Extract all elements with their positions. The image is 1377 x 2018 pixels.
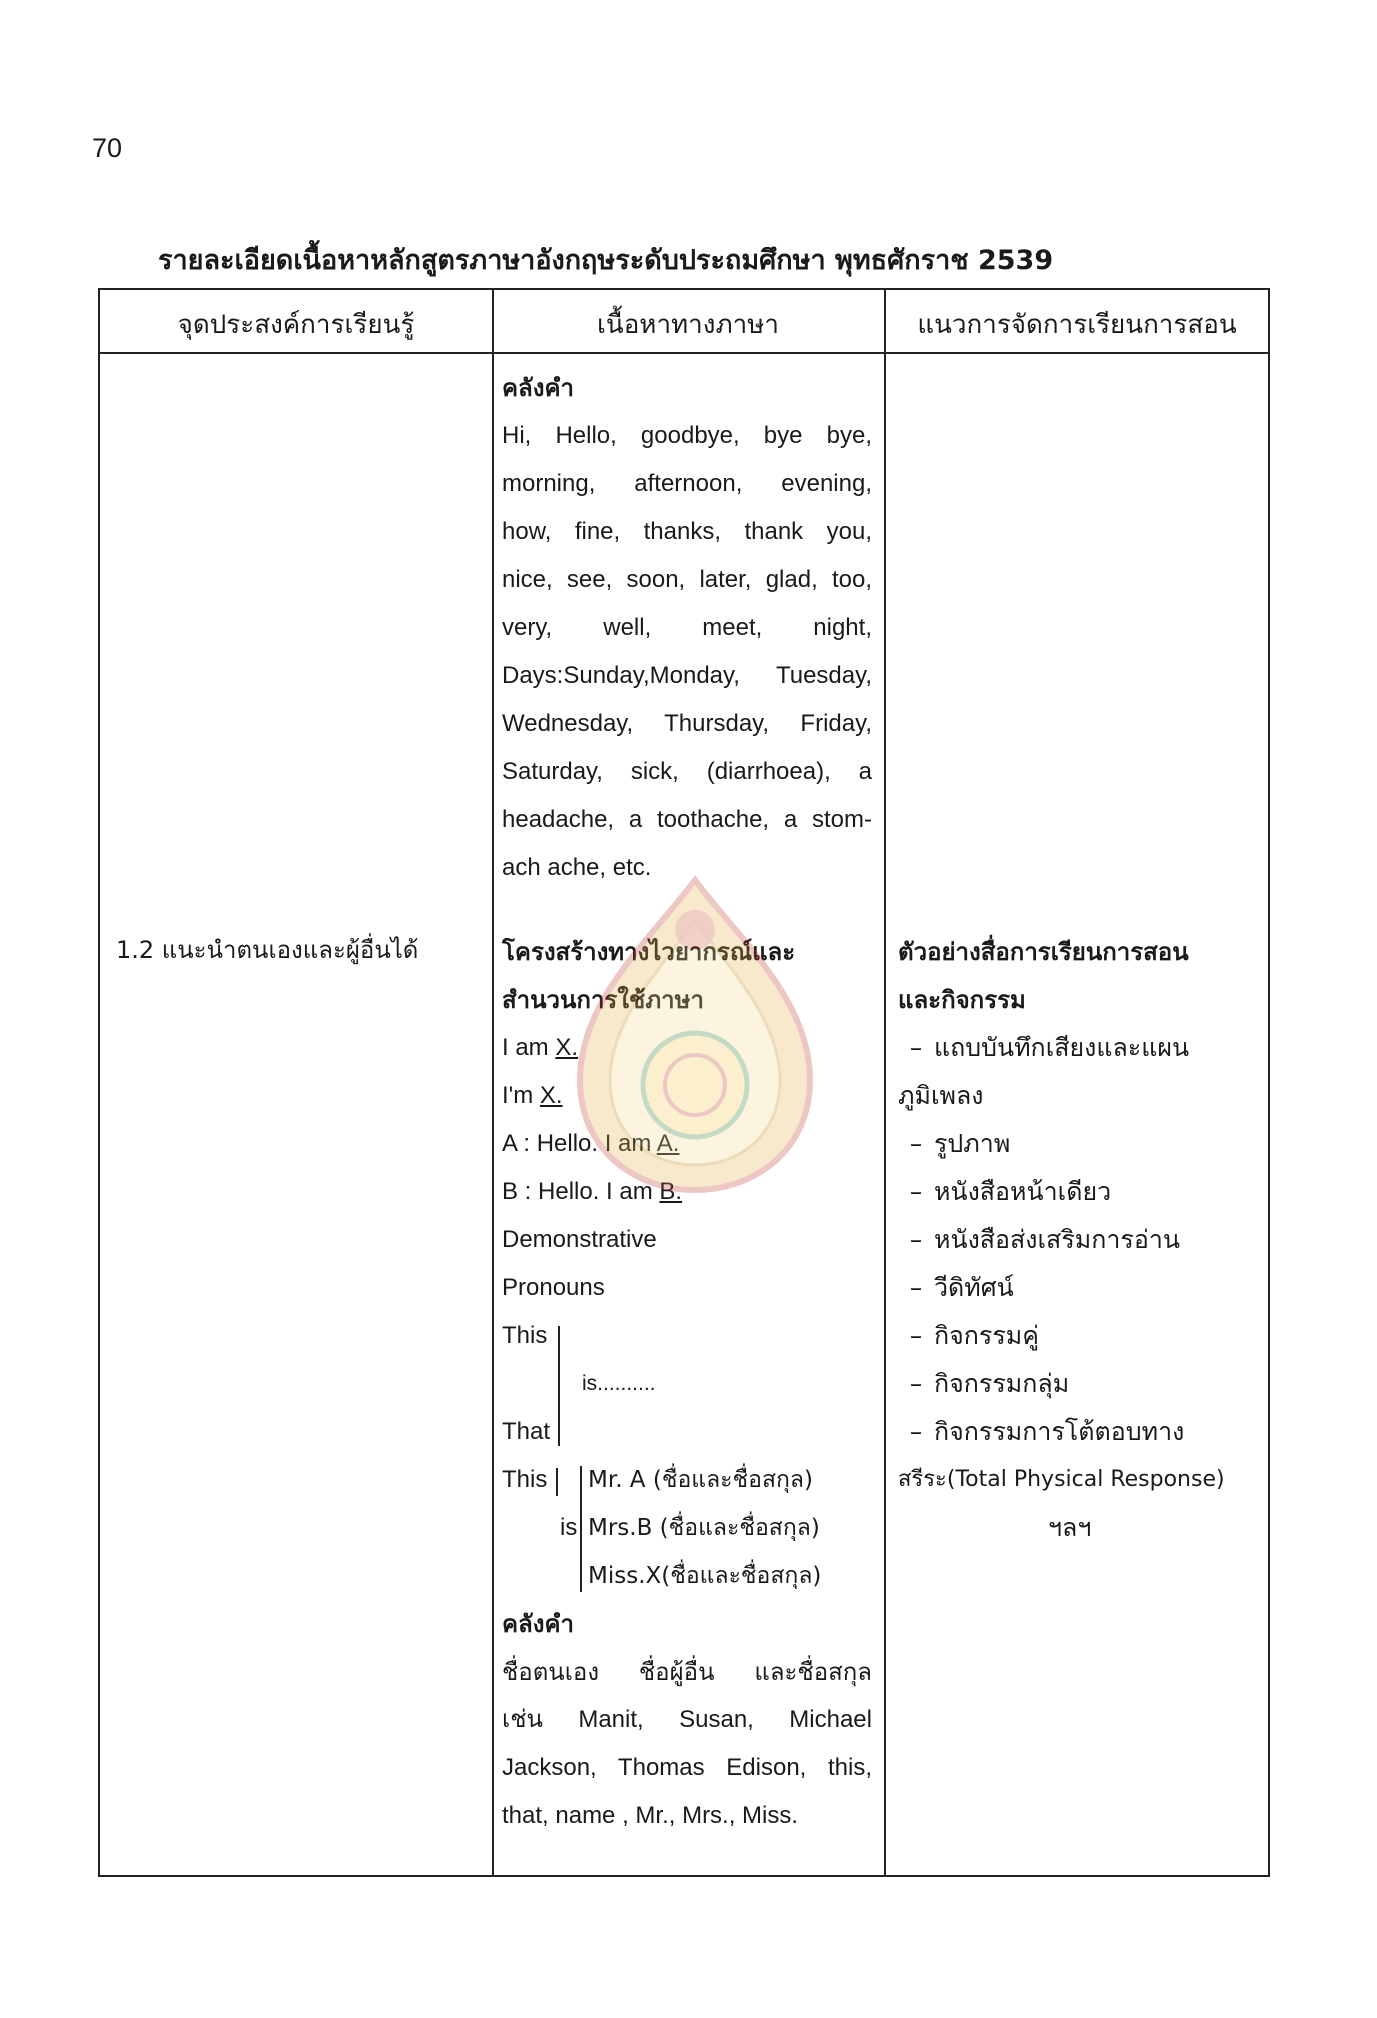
example-i-am-text: I am (502, 1034, 549, 1061)
dash-bullet: – (909, 1225, 923, 1254)
vocab-line: how, fine, thanks, thank you, (502, 518, 872, 545)
vocab-line: Hi, Hello, goodbye, bye bye, (502, 422, 872, 449)
etc-text: ฯลฯ (1048, 1513, 1092, 1542)
is-word: is (560, 1514, 578, 1541)
media-item-text: วีดิทัศน์ (934, 1273, 1014, 1302)
media-item-continued: ภูมิเพลง (898, 1081, 984, 1110)
vocab-line: Wednesday, Thursday, Friday, (502, 710, 872, 737)
column-divider-1 (492, 290, 494, 1875)
dash-bullet: – (909, 1369, 923, 1398)
media-item (898, 1168, 1260, 1216)
media-heading: ตัวอย่างสื่อการเรียนการสอน (898, 938, 1189, 966)
vocab-line-2: that, name , Mr., Mrs., Miss. (502, 1802, 799, 1829)
media-item (898, 1120, 1260, 1168)
demonstrative-label: Demonstrative (502, 1226, 657, 1253)
teaching-approach-column (898, 928, 1260, 1552)
media-item (898, 1312, 1260, 1360)
dialogue-b-text: B : Hello. I am (502, 1178, 653, 1205)
example-name-placeholder: X. (539, 1082, 563, 1109)
media-item-text: หนังสือหน้าเดียว (934, 1177, 1112, 1206)
this-word: This (502, 1322, 548, 1349)
example-dialogue-a (502, 1120, 872, 1168)
this-that-pattern (502, 1312, 872, 1456)
vocab-line-2: Jackson, Thomas Edison, this, (502, 1754, 872, 1781)
this-word-2: This (502, 1466, 548, 1493)
vocab-line: headache, a toothache, a stom- (502, 806, 872, 833)
dash-bullet: – (909, 1273, 923, 1302)
is-dots: is.......... (582, 1372, 656, 1395)
media-item (898, 1216, 1260, 1264)
bracket-bar (558, 1326, 560, 1446)
media-item (898, 1264, 1260, 1312)
media-subheading: และกิจกรรม (898, 986, 1026, 1014)
curriculum-table (98, 288, 1270, 1877)
vocab-heading-2: คลังคำ (502, 1610, 575, 1638)
page-title: รายละเอียดเนื้อหาหลักสูตรภาษาอังกฤษระดับประถมศึกษา พุทธศักราช 2539 (158, 245, 1054, 276)
column-divider-2 (884, 290, 886, 1875)
vocab-line: morning, afternoon, evening, (502, 470, 872, 497)
pronouns-label: Pronouns (502, 1274, 605, 1301)
structure-subheading: สำนวนการใช้ภาษา (502, 986, 704, 1014)
name-option-mrs: Mrs.B (ชื่อและชื่อสกุล) (588, 1515, 820, 1541)
name-option-mr: Mr. A (ชื่อและชื่อสกุล) (588, 1467, 813, 1493)
example-im (502, 1072, 872, 1120)
vocab-line-2: เช่น Manit, Susan, Michael (502, 1706, 872, 1733)
this-is-name-pattern (502, 1456, 872, 1600)
example-dialogue-b (502, 1168, 872, 1216)
media-item-text: กิจกรรมการโต้ตอบทาง (934, 1417, 1185, 1446)
example-i-am (502, 1024, 872, 1072)
name-option-miss: Miss.X(ชื่อและชื่อสกุล) (588, 1563, 822, 1589)
dash-bullet: – (909, 1129, 923, 1158)
example-name-placeholder: X. (555, 1034, 579, 1061)
structure-heading: โครงสร้างทางไวยากรณ์และ (502, 938, 796, 966)
vocab-line: Days:Sunday,Monday, Tuesday, (502, 662, 872, 689)
bracket-bar-names (580, 1466, 582, 1592)
language-content-column (502, 364, 872, 892)
header-objective: จุดประสงค์การเรียนรู้ (177, 310, 415, 340)
header-divider (100, 352, 1268, 354)
media-item-text: กิจกรรมกลุ่ม (934, 1369, 1070, 1398)
media-item-text: รูปภาพ (934, 1129, 1011, 1158)
dash-bullet: – (909, 1177, 923, 1206)
vocab-heading: คลังคำ (502, 374, 575, 402)
vocab-line: very, well, meet, night, (502, 614, 872, 641)
vocab-line: nice, see, soon, later, glad, too, (502, 566, 872, 593)
dialogue-b-name: B. (659, 1178, 683, 1205)
media-item-text: หนังสือส่งเสริมการอ่าน (934, 1225, 1180, 1254)
dash-bullet: – (909, 1033, 923, 1062)
bracket-bar-small (556, 1468, 558, 1496)
dash-bullet: – (909, 1321, 923, 1350)
dialogue-a-name: A. (656, 1130, 680, 1157)
media-item-text: กิจกรรมคู่ (934, 1321, 1039, 1350)
vocab-line: ach ache, etc. (502, 854, 652, 881)
vocab-line: Saturday, sick, (diarrhoea), a (502, 758, 872, 785)
media-item (898, 1024, 1260, 1072)
header-language-content: เนื้อหาทางภาษา (597, 310, 779, 340)
dash-bullet: – (909, 1417, 923, 1446)
page-number: 70 (92, 133, 123, 163)
dialogue-a-text: A : Hello. I am (502, 1130, 652, 1157)
objective-text: 1.2 แนะนำตนเองและผู้อื่นได้ (116, 936, 419, 964)
example-im-text: I'm (502, 1082, 534, 1109)
header-teaching-approach: แนวการจัดการเรียนการสอน (917, 310, 1237, 340)
that-word: That (502, 1418, 551, 1445)
media-item-text: แถบบันทึกเสียงและแผน (934, 1033, 1190, 1062)
vocab-line-2: ชื่อตนเอง ชื่อผู้อื่น และชื่อสกุล (502, 1658, 872, 1686)
media-item (898, 1360, 1260, 1408)
media-item-continued-tpr: สรีระ(Total Physical Response) (898, 1467, 1225, 1492)
structure-section (502, 928, 872, 1840)
media-item (898, 1408, 1260, 1456)
